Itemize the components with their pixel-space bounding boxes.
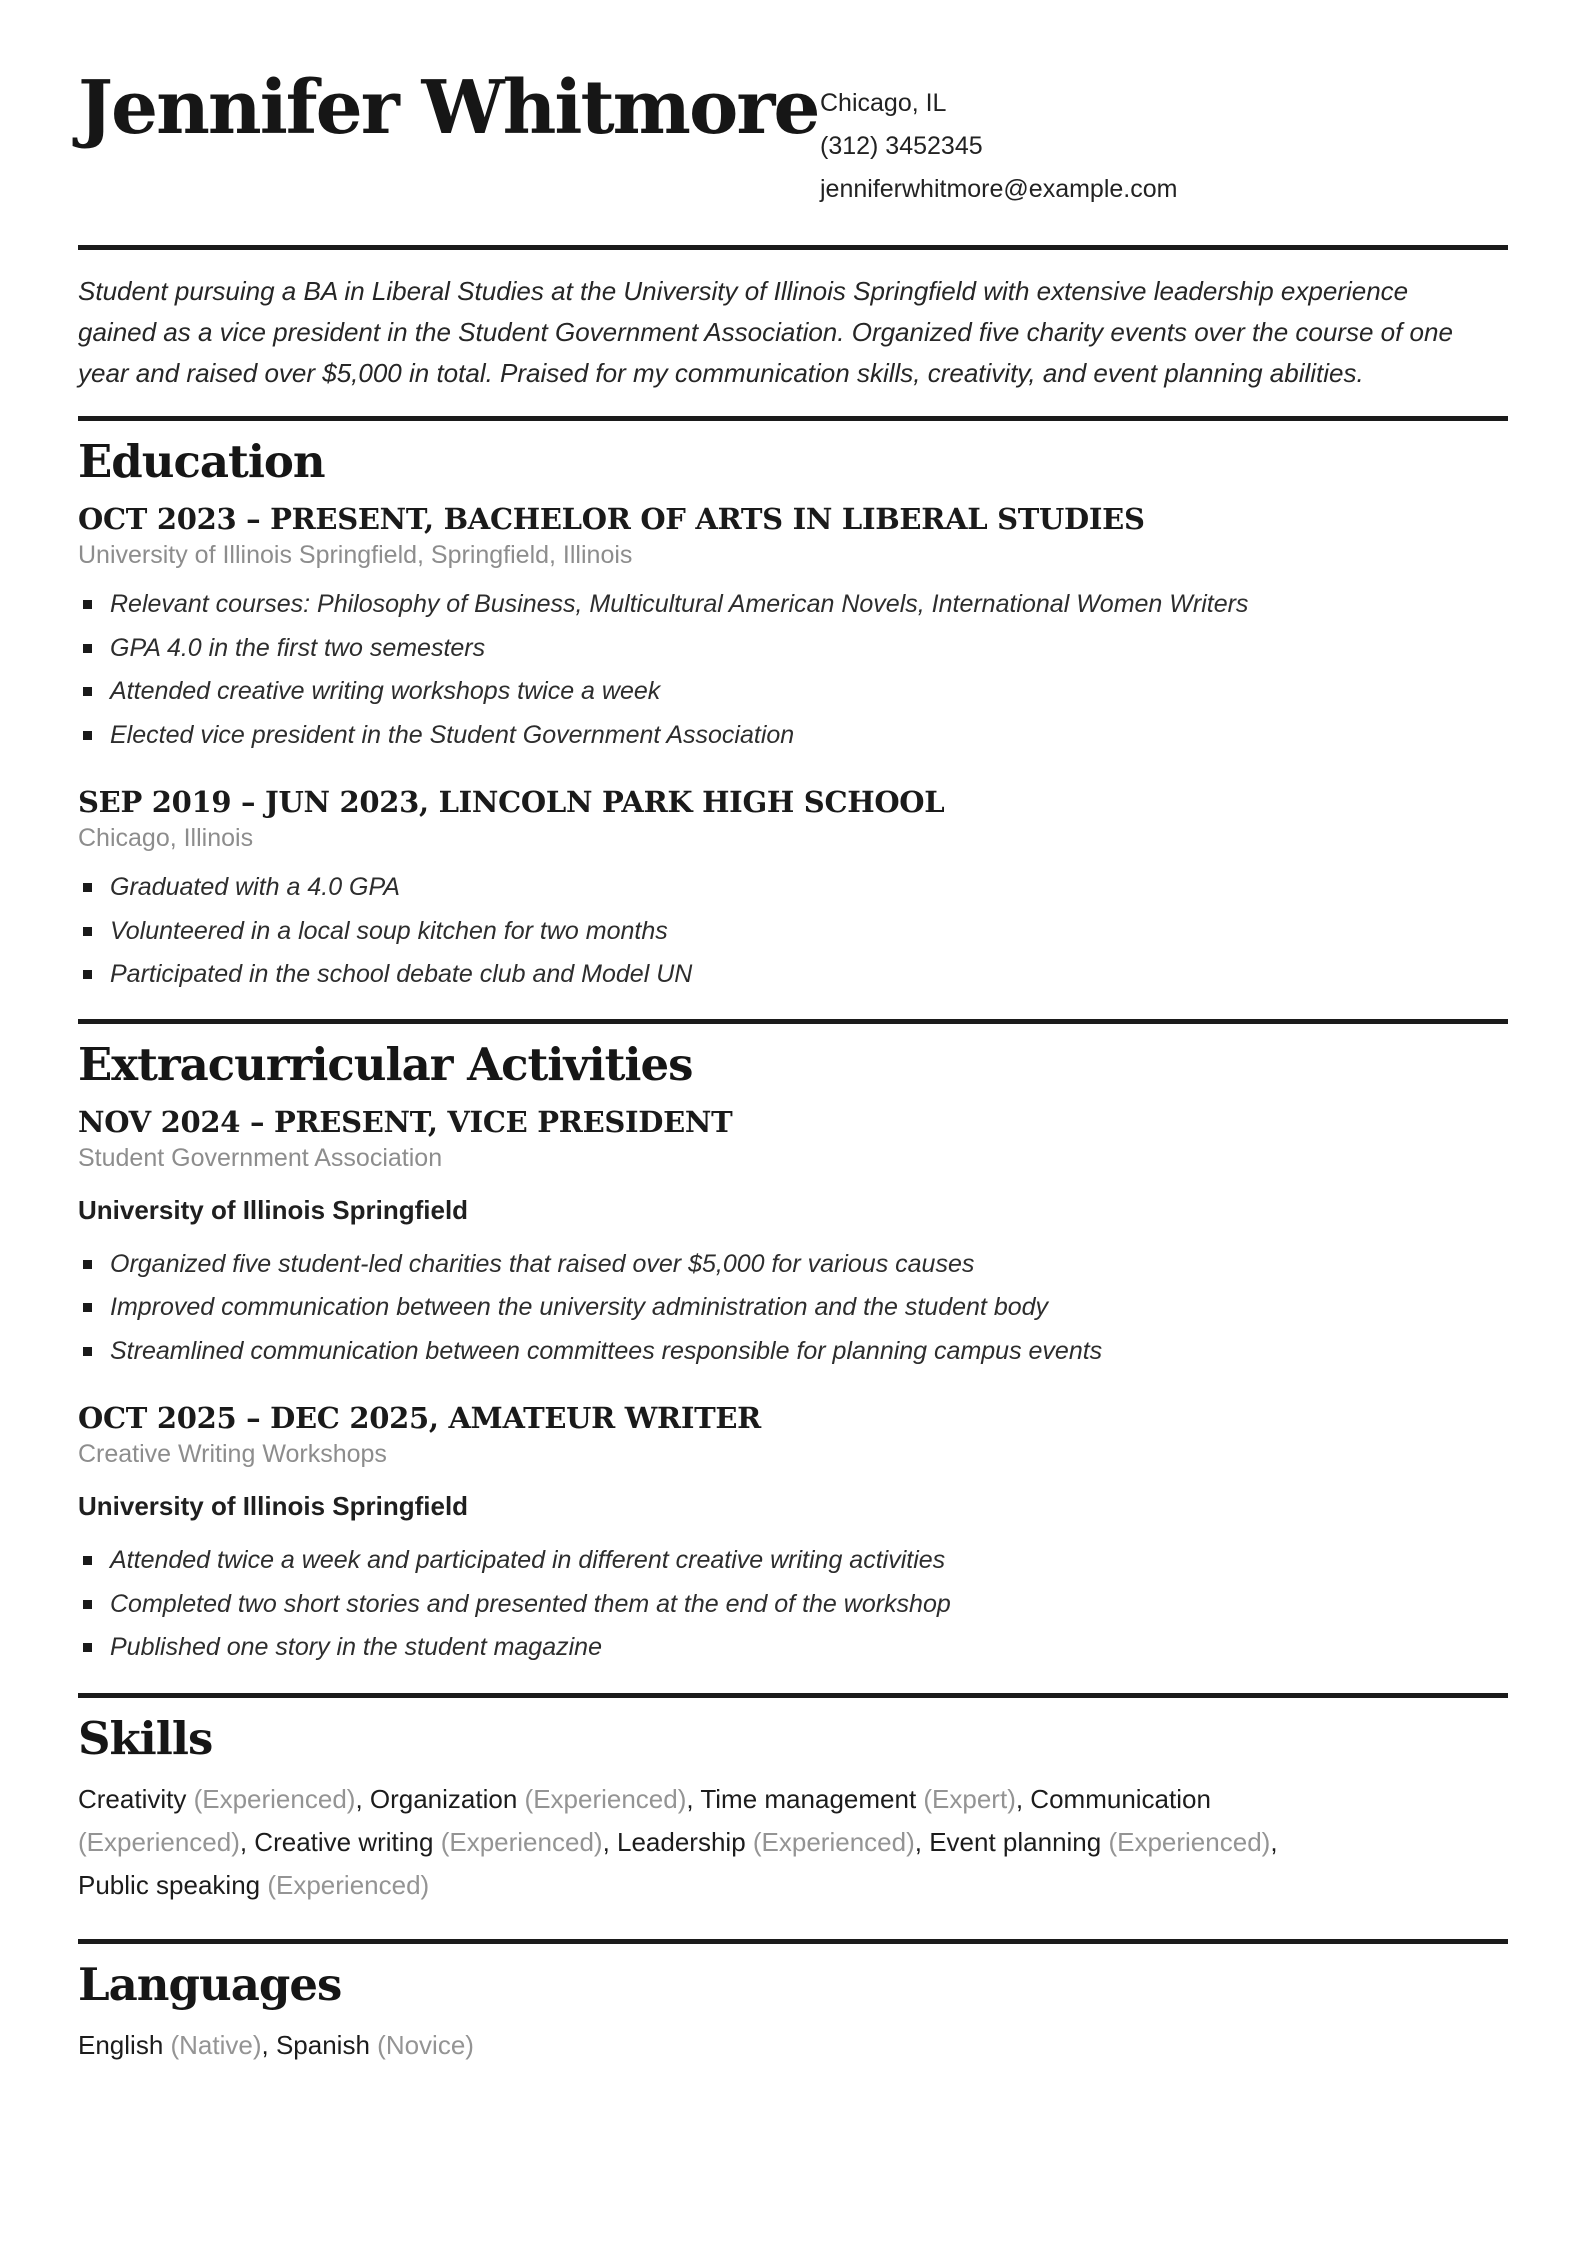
- activity-entry: [78, 1104, 1508, 1374]
- bullet-item: Completed two short stories and presented them at the end of the workshop: [78, 1583, 1508, 1627]
- entry-subheading: Student Government Association: [78, 1143, 443, 1172]
- item-level: (Experienced): [78, 1826, 240, 1857]
- bullet-item: Published one story in the student magazine: [78, 1626, 1508, 1670]
- summary-paragraph: Student pursuing a BA in Liberal Studies at the University of Illinois Springfield with extensive leadership experience gained as a vice president in the Student Government Association. Organized five charity events over the course of one year and raised over $5,000 in total. Praised for my communication skills, creativity, and event planning abilities.: [78, 276, 1453, 388]
- bullet-list: [78, 866, 1508, 997]
- divider: [78, 1939, 1508, 1944]
- item-level: (Experienced): [440, 1826, 603, 1857]
- bullet-item: Volunteered in a local soup kitchen for two months: [78, 910, 1508, 954]
- header: [78, 60, 1508, 211]
- item-level: (Experienced): [267, 1869, 430, 1900]
- bullet-item: Graduated with a 4.0 GPA: [78, 866, 1508, 910]
- item-name: , Leadership: [602, 1826, 753, 1857]
- entry-organization: University of Illinois Springfield: [78, 1491, 469, 1521]
- bullet-item: Attended creative writing workshops twice a week: [78, 670, 1508, 714]
- activity-entry: [78, 1403, 1508, 1670]
- entry-subheading: Creative Writing Workshops: [78, 1440, 387, 1468]
- item-level: (Novice): [377, 2029, 474, 2060]
- divider: [78, 1693, 1508, 1698]
- bullet-item: Streamlined communication between committees responsible for planning campus events: [78, 1330, 1508, 1374]
- divider: [78, 416, 1508, 421]
- item-name: , Time management: [686, 1783, 924, 1814]
- bullet-list: [78, 583, 1508, 757]
- education-entry: [78, 787, 1508, 997]
- item-name: , Event planning: [914, 1826, 1109, 1857]
- divider: [78, 1019, 1508, 1024]
- bullet-list: [78, 1243, 1508, 1374]
- item-name: , Creative writing: [239, 1826, 441, 1857]
- contact-location: Chicago, IL: [820, 89, 947, 117]
- contact-block: [820, 82, 1177, 211]
- section-activities: [78, 1038, 1508, 1670]
- item-level: (Experienced): [193, 1783, 356, 1814]
- section-education: [78, 435, 1508, 997]
- section-title-skills: Skills: [78, 1711, 213, 1765]
- contact-phone: (312) 3452345: [820, 132, 983, 160]
- entry-heading: SEP 2019 – JUN 2023, LINCOLN PARK HIGH SCHOOL: [78, 785, 945, 819]
- bullet-item: Relevant courses: Philosophy of Business, Multicultural American Novels, International Women Writers: [78, 583, 1508, 627]
- section-title-languages: Languages: [78, 1957, 342, 2011]
- bullet-item: Improved communication between the university administration and the student body: [78, 1286, 1508, 1330]
- entry-heading: OCT 2025 – DEC 2025, AMATEUR WRITER: [78, 1401, 761, 1435]
- item-level: (Experienced): [1108, 1826, 1271, 1857]
- skills-list: [78, 1778, 1308, 1907]
- item-name: , Spanish: [261, 2029, 378, 2060]
- divider: [78, 245, 1508, 250]
- entry-subheading: University of Illinois Springfield, Springfield, Illinois: [78, 541, 633, 569]
- entry-subheading: Chicago, Illinois: [78, 824, 254, 852]
- bullet-item: GPA 4.0 in the first two semesters: [78, 627, 1508, 671]
- item-name: , Organization: [355, 1783, 525, 1814]
- bullet-item: Organized five student-led charities that raised over $5,000 for various causes: [78, 1243, 1508, 1287]
- education-entry: [78, 504, 1508, 757]
- languages-list: [78, 2024, 1508, 2067]
- bullet-item: Attended twice a week and participated in different creative writing activities: [78, 1539, 1508, 1583]
- contact-email: jenniferwhitmore@example.com: [820, 175, 1178, 203]
- item-name: Creativity: [78, 1783, 194, 1814]
- section-languages: [78, 1958, 1508, 2067]
- item-level: (Native): [170, 2029, 262, 2060]
- entry-heading: NOV 2024 – PRESENT, VICE PRESIDENT: [78, 1104, 733, 1139]
- item-level: (Experienced): [752, 1826, 915, 1857]
- entry-organization: University of Illinois Springfield: [78, 1194, 469, 1225]
- section-title-education: Education: [78, 435, 325, 488]
- entry-heading: OCT 2023 – PRESENT, BACHELOR OF ARTS IN LIBERAL STUDIES: [78, 502, 1145, 536]
- item-level: (Expert): [923, 1783, 1016, 1814]
- bullet-item: Elected vice president in the Student Government Association: [78, 714, 1508, 758]
- item-name: , Communication: [1015, 1783, 1211, 1814]
- section-title-activities: Extracurricular Activities: [78, 1037, 693, 1091]
- bullet-item: Participated in the school debate club and Model UN: [78, 953, 1508, 997]
- bullet-list: [78, 1539, 1508, 1670]
- item-level: (Experienced): [524, 1783, 687, 1814]
- item-name: , Public speaking: [78, 1826, 1278, 1900]
- person-name: Jennifer Whitmore: [78, 65, 819, 151]
- item-name: English: [78, 2029, 171, 2060]
- section-skills: [78, 1712, 1508, 1907]
